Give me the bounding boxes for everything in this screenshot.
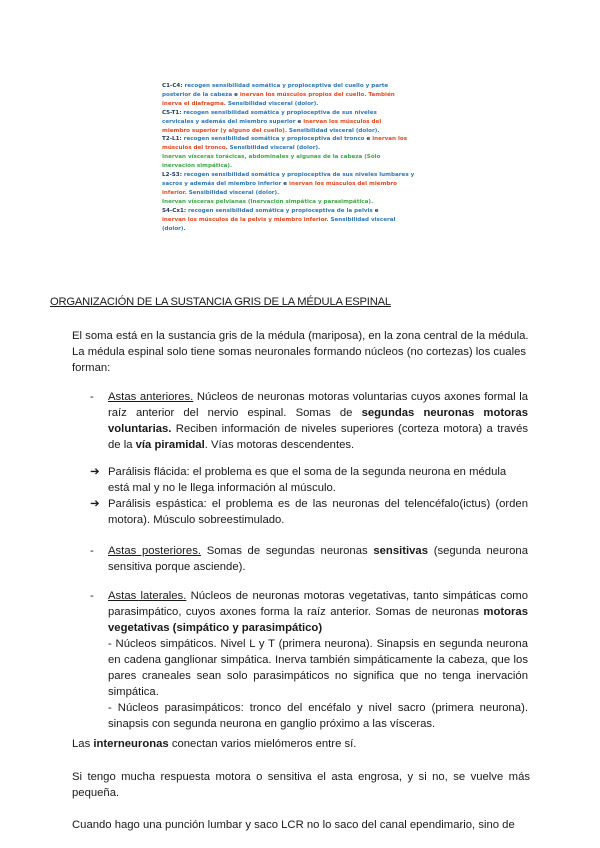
intro-paragraph [72,328,542,376]
nucleos-simpaticos: - Núcleos simpáticos. Nivel L y T (primera neurona). Sinapsis en segunda neurona en cadena ganglionar simpática. Inerva también simpáticamente la cabeza, que los pares craneales sean solo parasimpáticos no significa que no tenga inervación simpática. [108,638,528,698]
figure-line-5: cervicales y además del miembro superior e inervan los músculos del [162,118,382,125]
figure-line-12: sacros y además del miembro inferior e inervan los músculos del miembro [162,180,397,187]
figure-line-1: C1-C4: recogen sensibilidad somática y propioceptiva del cuello y parte [162,83,389,89]
astas-anteriores-title: Astas anteriores. [108,391,194,403]
puncion-paragraph: Cuando hago una punción lumbar y saco LCR no lo saco del canal ependimario, sino de [72,819,515,831]
bullet-dash: - [90,391,94,403]
spinal-levels-figure [162,82,432,233]
astas-laterales-paragraph: Astas laterales. Núcleos de neuronas motoras vegetativas, tanto simpáticas como parasimpático, cuyos axones forma la raíz anterior. Somas de neuronas motoras vegetativas (simpático y parasimpático) [108,590,528,634]
figure-line-11: L2-S3: recogen sensibilidad somática y propioceptiva de sus niveles lumbares y [162,172,415,179]
figure-line-17: (dolor). [162,225,186,232]
figure-line-3: inerva el diafragma. Sensibilidad visceral (dolor). [162,100,319,107]
figure-line-8: músculos del tronco. Sensibilidad visceral (dolor). [162,145,321,152]
figure-line-15: S4-Cx1: recogen sensibilidad somática y propioceptiva de la pelvis e [162,207,379,214]
figure-line-7: T2-L1: recogen sensibilidad somática y propioceptiva del tronco e inervan los [162,136,408,143]
astas-posteriores-paragraph: Astas posteriores. Somas de segundas neuronas sensitivas (segunda neurona sensitiva porque asciende). [108,545,528,573]
paralisis-espastica: Parálisis espástica: el problema es de las neuronas del telencéfalo(ictus) (orden motora). Músculo sobreestimulado. [108,498,528,526]
arrow-icon: ➔ [90,498,100,510]
astas-posteriores-title: Astas posteriores. [108,545,201,557]
astas-anteriores-paragraph: Astas anteriores. Núcleos de neuronas motoras voluntarias cuyos axones formal la raíz anterior del nervio espinal. Somas de segundas neuronas motoras voluntarias. Reciben información de niveles superiores (corteza motora) a través de la vía piramidal. Vías motoras descendentes. [108,391,528,451]
intro-line-2: La médula espinal solo tiene somas neuronales formando núcleos (no cortezas) los cuales [72,346,527,358]
section-heading: ORGANIZACIÓN DE LA SUSTANCIA GRIS DE LA MÉDULA ESPINAL [50,296,391,308]
intro-line-1: El soma está en la sustancia gris de la médula (mariposa), en la zona central de la médula. [72,330,529,342]
figure-line-9: Inervan vísceras torácicas, abdominales y algunas de la cabeza (Sólo [162,154,381,161]
intro-line-3: forman: [72,362,111,374]
arrow-icon: ➔ [90,466,100,478]
figure-line-2: posterior de la cabeza e inervan los músculos propios del cuello. También [162,91,395,98]
figure-line-4: C5-T1: recogen sensibilidad somática y propioceptiva de sus niveles [162,109,377,116]
respuesta-paragraph: Si tengo mucha respuesta motora o sensitiva el asta engrosa, y si no, se vuelve más pequeña. [72,771,530,799]
figure-line-10: inervación simpática). [162,163,233,170]
figure-line-16: inervan los músculos de la pelvis y miembro inferior. Sensibilidad visceral [162,216,396,223]
figure-line-14: Inervan vísceras pelvianas (Inervación simpática y parasimpática). [162,198,374,205]
astas-laterales-block [108,588,528,732]
bullet-dash: - [90,590,94,602]
nucleos-parasimpaticos: - Núcleos parasimpáticos: tronco del encéfalo y nivel sacro (primera neurona). sinapsis con segunda neurona en ganglio próximo a las vísceras. [108,702,528,730]
figure-line-6: miembro superior (y alguno del cuello). Sensibilidad visceral (dolor). [162,127,380,134]
interneuronas-paragraph: Las interneuronas conectan varios mielómeros entre sí. [72,738,357,750]
figure-line-13: inferior. Sensibilidad visceral (dolor). [162,189,280,196]
paralisis-flacida: Parálisis flácida: el problema es que el soma de la segunda neurona en médula está mal y no le llega información al músculo. [108,466,507,494]
astas-laterales-title: Astas laterales. [108,590,187,602]
bullet-dash: - [90,545,94,557]
